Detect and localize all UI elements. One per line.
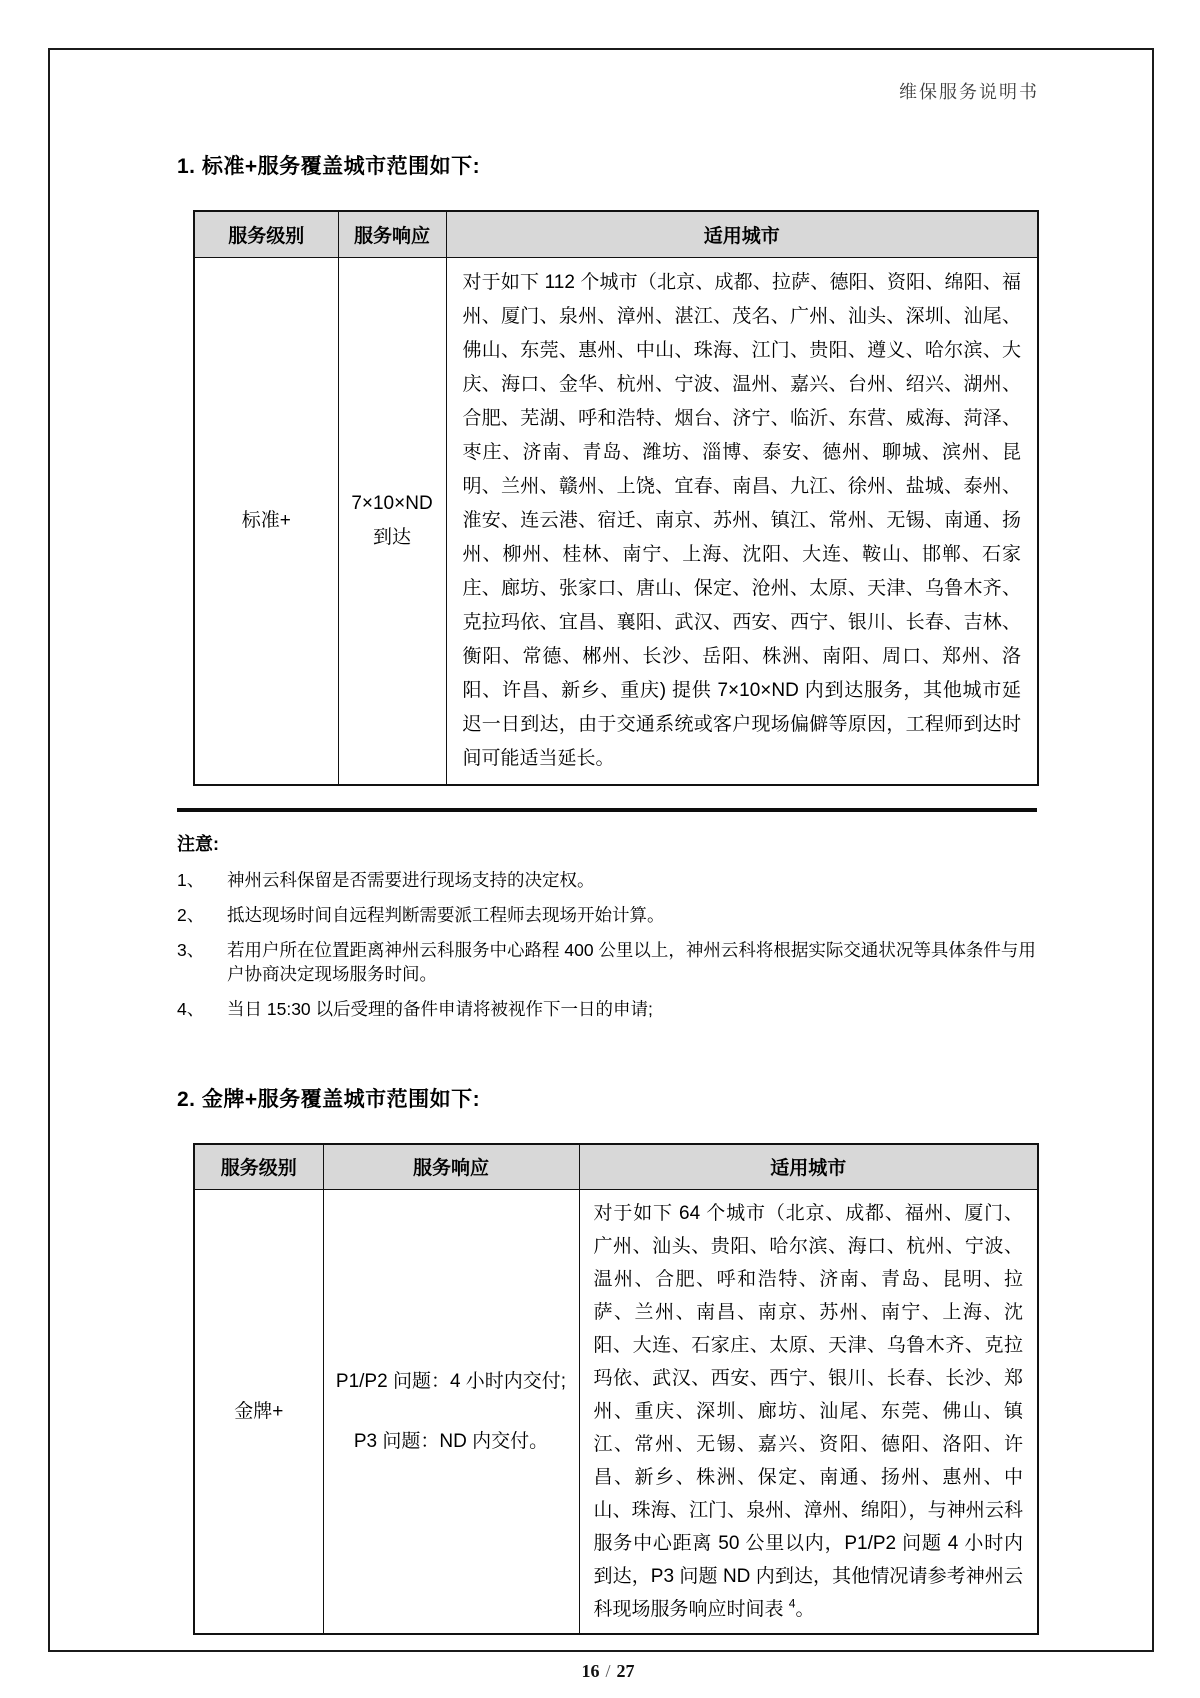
table2-response-line2: P3 问题：ND 内交付。	[353, 1430, 549, 1452]
response-spacer	[324, 1399, 579, 1425]
note-item	[177, 903, 1039, 927]
gold-service-table	[193, 1143, 1039, 1636]
note-number: 3、	[177, 939, 205, 960]
footnote-marker: 4	[788, 1596, 796, 1611]
table2-cities-end: 。	[795, 1599, 815, 1620]
note-item	[177, 868, 1039, 892]
note-item	[177, 938, 1039, 986]
table1-response-line2: 到达	[372, 526, 411, 548]
note-text: 当日 15:30 以后受理的备件申请将被视作下一日的申请;	[227, 998, 653, 1019]
table2-col-service-response: 服务响应	[323, 1144, 579, 1190]
table2-cities-text: 对于如下 64 个城市（北京、成都、福州、厦门、广州、汕头、贵阳、哈尔滨、海口、杭州、宁波、温州、合肥、呼和浩特、济南、青岛、昆明、拉萨、兰州、南昌、南京、苏州、南宁、上海、沈阳、大连、石家庄、太原、天津、乌鲁木齐、克拉玛依、武汉、西安、西宁、银川、长春、长沙、郑州、重庆、深圳、廊坊、汕尾、东莞、佛山、镇江、常州、无锡、嘉兴、资阳、德阳、洛阳、许昌、新乡、株洲、保定、南通、扬州、惠州、中山、珠海、江门、泉州、漳州、绵阳），与神州云科服务中心距离 50 公里以内，P1/P2 问题 4 小时内到达，P3 问题 ND 内到达，其他情况请参考神州云科现场服务响应时间表	[593, 1203, 1023, 1620]
table2-response-line1: P1/P2 问题：4 小时内交付;	[335, 1370, 567, 1392]
table2-service-level-cell: 金牌+	[194, 1190, 323, 1635]
table1-data-row	[194, 257, 1038, 785]
current-page-number: 16	[581, 1661, 600, 1681]
note-text: 若用户所在位置距离神州云科服务中心路程 400 公里以上，神州云科将根据实际交通状况等具体条件与用户协商决定现场服务时间。	[227, 939, 1036, 984]
page-number-separator: /	[605, 1661, 611, 1681]
table2-service-response-cell	[323, 1190, 579, 1635]
page-number	[177, 1661, 1039, 1682]
table2-header-row	[194, 1144, 1038, 1190]
note-number: 1、	[177, 869, 205, 890]
table1-col-applicable-cities: 适用城市	[446, 211, 1038, 257]
note-text: 神州云科保留是否需要进行现场支持的决定权。	[227, 869, 595, 890]
page-content	[50, 50, 1152, 1682]
note-number: 2、	[177, 904, 205, 925]
table1-service-level-cell: 标准+	[194, 257, 338, 785]
table1-service-response-cell	[338, 257, 446, 785]
table2-col-service-level: 服务级别	[194, 1144, 323, 1190]
section2-heading: 2. 金牌+服务覆盖城市范围如下:	[177, 1087, 481, 1111]
table2-data-row	[194, 1190, 1038, 1635]
notes-list	[177, 868, 1039, 1021]
total-page-number: 27	[616, 1661, 635, 1681]
table1-response-line1: 7×10×ND	[351, 492, 433, 514]
table1-header-row	[194, 211, 1038, 257]
table1-cities-cell: 对于如下 112 个城市（北京、成都、拉萨、德阳、资阳、绵阳、福州、厦门、泉州、漳州、湛江、茂名、广州、汕头、深圳、汕尾、佛山、东莞、惠州、中山、珠海、江门、贵阳、遵义、哈尔滨、大庆、海口、金华、杭州、宁波、温州、嘉兴、台州、绍兴、湖州、合肥、芜湖、呼和浩特、烟台、济宁、临沂、东营、威海、菏泽、枣庄、济南、青岛、潍坊、淄博、泰安、德州、聊城、滨州、昆明、兰州、赣州、上饶、宜春、南昌、九江、徐州、盐城、泰州、淮安、连云港、宿迁、南京、苏州、镇江、常州、无锡、南通、扬州、柳州、桂林、南宁、上海、沈阳、大连、鞍山、邯郸、石家庄、廊坊、张家口、唐山、保定、沧州、太原、天津、乌鲁木齐、克拉玛依、宜昌、襄阳、武汉、西安、西宁、银川、长春、吉林、衡阳、常德、郴州、长沙、岳阳、株洲、南阳、周口、郑州、洛阳、许昌、新乡、重庆) 提供 7×10×ND 内到达服务，其他城市延迟一日到达，由于交通系统或客户现场偏僻等原因，工程师到达时间可能适当延长。	[446, 257, 1038, 785]
page-border	[48, 48, 1154, 1681]
note-text: 抵达现场时间自远程判断需要派工程师去现场开始计算。	[227, 904, 665, 925]
note-number: 4、	[177, 998, 205, 1019]
standard-service-table	[193, 210, 1039, 786]
section-divider-rule	[177, 808, 1037, 812]
section1-heading: 1. 标准+服务覆盖城市范围如下:	[177, 155, 481, 178]
table2-col-applicable-cities: 适用城市	[579, 1144, 1038, 1190]
note-item	[177, 997, 1039, 1021]
notes-heading: 注意:	[177, 833, 219, 854]
table2-cities-cell	[579, 1190, 1038, 1635]
table1-col-service-level: 服务级别	[194, 211, 338, 257]
table1-col-service-response: 服务响应	[338, 211, 446, 257]
doc-header-title: 维保服务说明书	[899, 82, 1039, 102]
